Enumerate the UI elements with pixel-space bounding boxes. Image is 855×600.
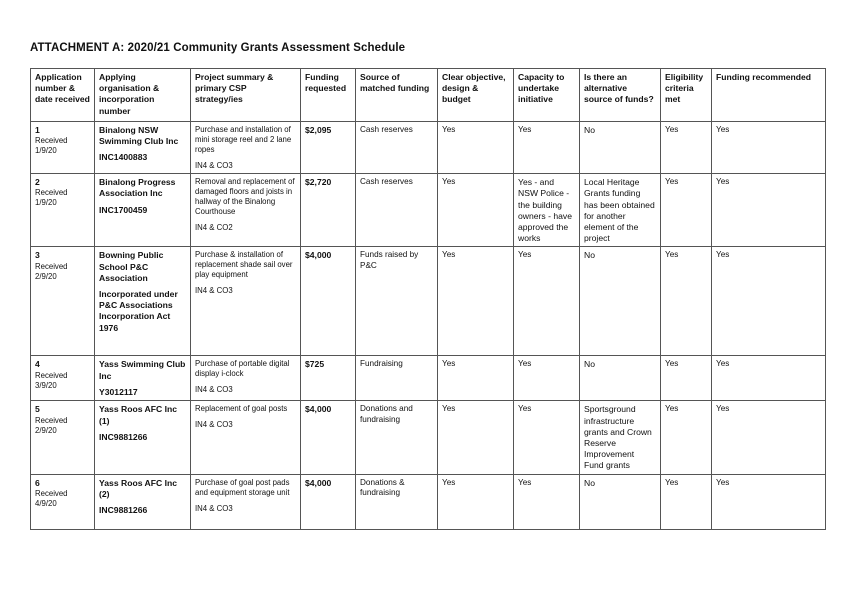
csp-strategy: IN4 & CO3 — [195, 420, 233, 430]
funding-recommended: Yes — [712, 401, 826, 474]
funding-requested: $725 — [301, 356, 356, 401]
alternative-funds: No — [580, 122, 661, 174]
organisation-name: Yass Roos AFC Inc (2) — [99, 477, 178, 499]
project-summary: Replacement of goal posts — [195, 404, 288, 414]
alternative-funds: No — [580, 474, 661, 529]
clear-objective: Yes — [438, 174, 514, 247]
csp-strategy: IN4 & CO3 — [195, 286, 233, 296]
eligibility-met: Yes — [661, 122, 712, 174]
clear-objective: Yes — [438, 122, 514, 174]
application-cell — [31, 356, 95, 401]
funding-requested: $4,000 — [301, 247, 356, 356]
col-header-capacity: Capacity to undertake initiative — [514, 69, 580, 122]
col-header-project: Project summary & primary CSP strategy/ies — [191, 69, 301, 122]
date-received: Received 1/9/20 — [35, 188, 68, 208]
funding-recommended: Yes — [712, 356, 826, 401]
organisation-cell — [95, 247, 191, 356]
project-summary: Purchase of portable digital display i-clock — [195, 359, 290, 379]
table-row — [31, 122, 826, 174]
application-cell — [31, 401, 95, 474]
application-number: 2 — [35, 177, 40, 188]
organisation-cell — [95, 401, 191, 474]
organisation-name: Binalong NSW Swimming Club Inc — [99, 125, 179, 147]
date-received: Received 1/9/20 — [35, 136, 68, 156]
application-cell — [31, 474, 95, 529]
eligibility-met: Yes — [661, 401, 712, 474]
project-summary: Purchase & installation of replacement shade sail over play equipment — [195, 250, 293, 280]
application-cell — [31, 247, 95, 356]
project-summary: Purchase and installation of mini storage reel and 2 lane ropes — [195, 125, 292, 154]
matched-funding-source: Cash reserves — [356, 122, 438, 174]
table-row — [31, 247, 826, 356]
incorporation-number: INC9881266 — [99, 505, 148, 516]
header-row — [31, 69, 826, 122]
capacity: Yes — [514, 122, 580, 174]
application-cell — [31, 174, 95, 247]
application-number: 3 — [35, 250, 40, 261]
csp-strategy: IN4 & CO2 — [195, 223, 233, 233]
clear-objective: Yes — [438, 474, 514, 529]
date-received: Received 3/9/20 — [35, 370, 68, 390]
table-row — [31, 401, 826, 474]
matched-funding-source: Donations & fundraising — [356, 474, 438, 529]
organisation-cell — [95, 356, 191, 401]
date-received: Received 4/9/20 — [35, 488, 68, 508]
capacity: Yes — [514, 356, 580, 401]
incorporation-number: INC9881266 — [99, 431, 148, 442]
date-received: Received 2/9/20 — [35, 415, 68, 435]
matched-funding-source: Funds raised by P&C — [356, 247, 438, 356]
date-received: Received 2/9/20 — [35, 261, 68, 281]
application-cell — [31, 122, 95, 174]
funding-recommended: Yes — [712, 174, 826, 247]
organisation-cell — [95, 174, 191, 247]
alternative-funds: Local Heritage Grants funding has been obtained for another element of the project — [580, 174, 661, 247]
application-number: 5 — [35, 404, 40, 415]
capacity: Yes — [514, 247, 580, 356]
application-number: 1 — [35, 125, 40, 135]
funding-requested: $4,000 — [301, 401, 356, 474]
grants-schedule-table — [30, 68, 826, 530]
col-header-organisation: Applying organisation & incorporation number — [95, 69, 191, 122]
eligibility-met: Yes — [661, 247, 712, 356]
funding-recommended: Yes — [712, 247, 826, 356]
funding-recommended: Yes — [712, 474, 826, 529]
col-header-eligibility: Eligibility criteria met — [661, 69, 712, 122]
incorporation-number: Y3012117 — [99, 386, 138, 397]
organisation-cell — [95, 474, 191, 529]
col-header-alternative: Is there an alternative source of funds? — [580, 69, 661, 122]
incorporation-number: Incorporated under P&C Associations Incorporation Act 1976 — [99, 289, 178, 333]
project-cell — [191, 174, 301, 247]
col-header-application: Application number & date received — [31, 69, 95, 122]
funding-requested: $4,000 — [301, 474, 356, 529]
capacity: Yes - and NSW Police - the building owners - have approved the works — [514, 174, 580, 247]
csp-strategy: IN4 & CO3 — [195, 385, 233, 395]
project-cell — [191, 474, 301, 529]
alternative-funds: No — [580, 247, 661, 356]
project-summary: Purchase of goal post pads and equipment storage unit — [195, 477, 290, 497]
eligibility-met: Yes — [661, 356, 712, 401]
col-header-objective: Clear objective, design & budget — [438, 69, 514, 122]
capacity: Yes — [514, 474, 580, 529]
project-cell — [191, 401, 301, 474]
project-cell — [191, 122, 301, 174]
col-header-recommended: Funding recommended — [712, 69, 826, 122]
funding-requested: $2,095 — [301, 122, 356, 174]
funding-recommended: Yes — [712, 122, 826, 174]
table-row — [31, 474, 826, 529]
col-header-funding: Funding requested — [301, 69, 356, 122]
clear-objective: Yes — [438, 401, 514, 474]
incorporation-number: INC1400883 — [99, 152, 148, 163]
eligibility-met: Yes — [661, 174, 712, 247]
eligibility-met: Yes — [661, 474, 712, 529]
clear-objective: Yes — [438, 247, 514, 356]
organisation-name: Bowning Public School P&C Association — [99, 250, 164, 283]
funding-requested: $2,720 — [301, 174, 356, 247]
matched-funding-source: Cash reserves — [356, 174, 438, 247]
col-header-source: Source of matched funding — [356, 69, 438, 122]
alternative-funds: Sportsground infrastructure grants and Crown Reserve Improvement Fund grants — [580, 401, 661, 474]
application-number: 4 — [35, 359, 40, 370]
matched-funding-source: Donations and fundraising — [356, 401, 438, 474]
table-row — [31, 356, 826, 401]
organisation-name: Yass Roos AFC Inc (1) — [99, 404, 178, 426]
incorporation-number: INC1700459 — [99, 204, 148, 215]
project-summary: Removal and replacement of damaged floors and joists in hallway of the Binalong Courthouse — [195, 177, 295, 217]
project-cell — [191, 247, 301, 356]
clear-objective: Yes — [438, 356, 514, 401]
organisation-cell — [95, 122, 191, 174]
alternative-funds: No — [580, 356, 661, 401]
document-title: ATTACHMENT A: 2020/21 Community Grants Assessment Schedule — [30, 42, 406, 54]
organisation-name: Binalong Progress Association Inc — [99, 177, 176, 199]
capacity: Yes — [514, 401, 580, 474]
matched-funding-source: Fundraising — [356, 356, 438, 401]
organisation-name: Yass Swimming Club Inc — [99, 359, 186, 381]
csp-strategy: IN4 & CO3 — [195, 503, 233, 513]
project-cell — [191, 356, 301, 401]
csp-strategy: IN4 & CO3 — [195, 161, 233, 170]
table-row — [31, 174, 826, 247]
application-number: 6 — [35, 477, 40, 488]
